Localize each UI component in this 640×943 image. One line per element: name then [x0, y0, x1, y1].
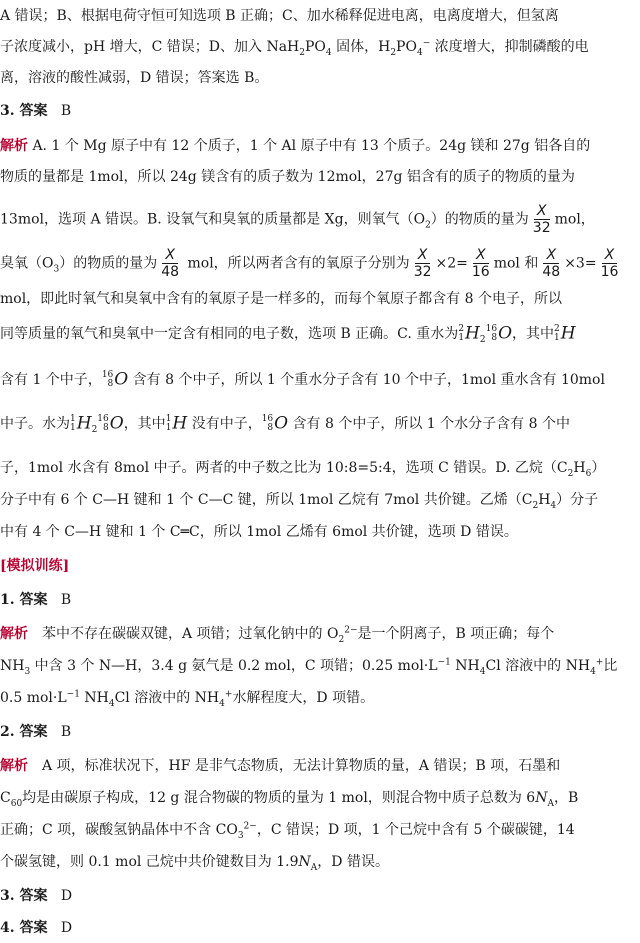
intro-line-1: A 错误；B、根据电荷守恒可知选项 B 正确；C、加水稀释促进电离，电离度增大，但氢离 — [0, 8, 559, 24]
explanation-3-line-6: 同等质量的氧气和臭氧中一定含有相同的电子数，选项 B 正确。C. 重水为 2 1 $H_2$ 16 8 O，其中 2 1 H — [0, 323, 576, 345]
water-formula: 1 1 $H_2$ 16 8 O — [70, 413, 124, 435]
oxygen-16-symbol-2: 16 8 O — [261, 413, 289, 434]
mock-2-line-1: 解析 A 项，标准状况下，HF 是非气态物质，无法计算物质的量，A 错误；B 项，石墨和 — [0, 758, 561, 774]
explanation-3-line-7: 含有 1 个中子， 16 8 O 含有 8 个中子，所以 1 个重水分子含有 10 个中子，1mol 重水含有 10mol — [0, 369, 605, 390]
explanation-3-line-1: 解析 A. 1 个 Mg 原子中有 12 个质子，1 个 Al 原子中有 13 个质子。24g 镁和 27g 铝各自的 — [0, 138, 591, 154]
intro-line-3: 离，溶液的酸性减弱，D 错误；答案选 B。 — [0, 70, 269, 86]
fraction-x-48b: $\frac{X}{48}$ — [542, 247, 561, 280]
mock-2-line-4: 个碳氢键，则 0.1 mol 己烷中共价键数目为 $1.9N_A$，D 错误。 — [0, 854, 389, 873]
mock-2-heading: 2. 答案 B — [0, 724, 72, 740]
mock-1-heading: 1. 答案 B — [0, 592, 72, 608]
mock-2-line-2: $C_{60}$均是由碳原子构成，12 g 混合物碳的物质的量为 1 mol，则混合物中质子总数为 $6N_A$，B — [0, 790, 579, 809]
explanation-3-line-11: 中有 4 个 C—H 键和 1 个 C═C，所以 1mol 乙烯有 6mol 共价键，选项 D 错误。 — [0, 524, 518, 540]
deuterium-symbol: 2 1 H — [554, 323, 576, 344]
section-title: [模拟训练] — [0, 558, 70, 574]
mock-1-line-3: 0.5 $mol\cdot L^{-1}$ $NH_4Cl$ 溶液中的 $NH_4^+$水解程度大，D 项错。 — [0, 689, 375, 709]
fraction-x-32: $\frac{X}{32}$ — [532, 203, 551, 236]
explanation-3-line-8: 中子。水为 1 1 $H_2$ 16 8 O，其中 1 1 H 没有中子， 16 8 O 含有 8 个中子，所以 1 个水分子含有 8 个中 — [0, 413, 570, 435]
mock-1-line-1: 解析 苯中不存在碳碳双键，A 项错；过氧化钠中的 $O_2^{2-}$是一个阴离子，B 项正确；每个 — [0, 625, 555, 645]
fraction-x-16: $\frac{X}{16}$ — [471, 247, 490, 280]
explanation-label: 解析 — [0, 138, 28, 154]
protium-symbol: 1 1 H — [165, 413, 188, 434]
fraction-x-16b: $\frac{X}{16}$ — [600, 247, 619, 280]
explanation-3-line-4: 臭氧$(O_3)$的物质的量为 $\frac{X}{48}$ mol，所以两者含有的氧原子分别为 $\frac{X}{32}$ ×2= $\frac{X}{16}$ mol 和 $\frac{X}{48}$ ×3= $\frac{X}{16}$ — [0, 247, 640, 280]
explanation-3-line-5: mol，即此时氧气和臭氧中含有的氧原子是一样多的，而每个氧原子都含有 8 个电子，所以 — [0, 291, 562, 307]
mock-1-line-2: $NH_3$ 中含 3 个 N—H，3.4 g 氨气是 0.2 mol，C 项错；0.25 $mol\cdot L^{-1}$ $NH_4Cl$ 溶液中的 $NH_4^+$比 — [0, 657, 618, 677]
fraction-x-32b: $\frac{X}{32}$ — [413, 247, 432, 280]
mock-3-heading: 3. 答案 D — [0, 888, 73, 904]
answer-3-heading: 3. 答案 B — [0, 103, 72, 119]
heavy-water-formula: 2 1 $H_2$ 16 8 O — [458, 323, 512, 345]
explanation-3-line-3: 13mol，选项 A 错误。B. 设氧气和臭氧的质量都是 Xg，则氧气$(O_2)$的物质的量为 $\frac{X}{32}$ mol， — [0, 203, 595, 236]
fraction-x-48: $\frac{X}{48}$ — [161, 247, 180, 280]
mock-2-line-3: 正确；C 项，碳酸氢钠晶体中不含 $CO_3^{2-}$，C 错误；D 项，1 个己烷中含有 5 个碳碳键，14 — [0, 821, 575, 841]
oxygen-16-symbol: 16 8 O — [101, 369, 129, 390]
explanation-3-line-10: 分子中有 6 个 C—H 键和 1 个 C—C 键，所以 1mol 乙烷有 7mol 共价键。乙烯$(C_2H_4)$分子 — [0, 492, 599, 511]
explanation-3-line-2: 物质的量都是 1mol，所以 24g 镁含有的质子数为 12mol，27g 铝含有的质子的物质的量为 — [0, 169, 575, 185]
intro-line-2: 子浓度减小，pH 增大，C 错误；D、加入 $NaH_2PO_4$ 固体，$H_2PO_4^-$ 浓度增大，抑制磷酸的电 — [0, 38, 589, 58]
mock-4-heading: 4. 答案 D — [0, 920, 73, 936]
explanation-3-line-9: 子，1mol 水含有 8mol 中子。两者的中子数之比为 10:8=5:4，选项 C 错误。D. 乙烷$(C_2H_6)$ — [0, 460, 606, 479]
